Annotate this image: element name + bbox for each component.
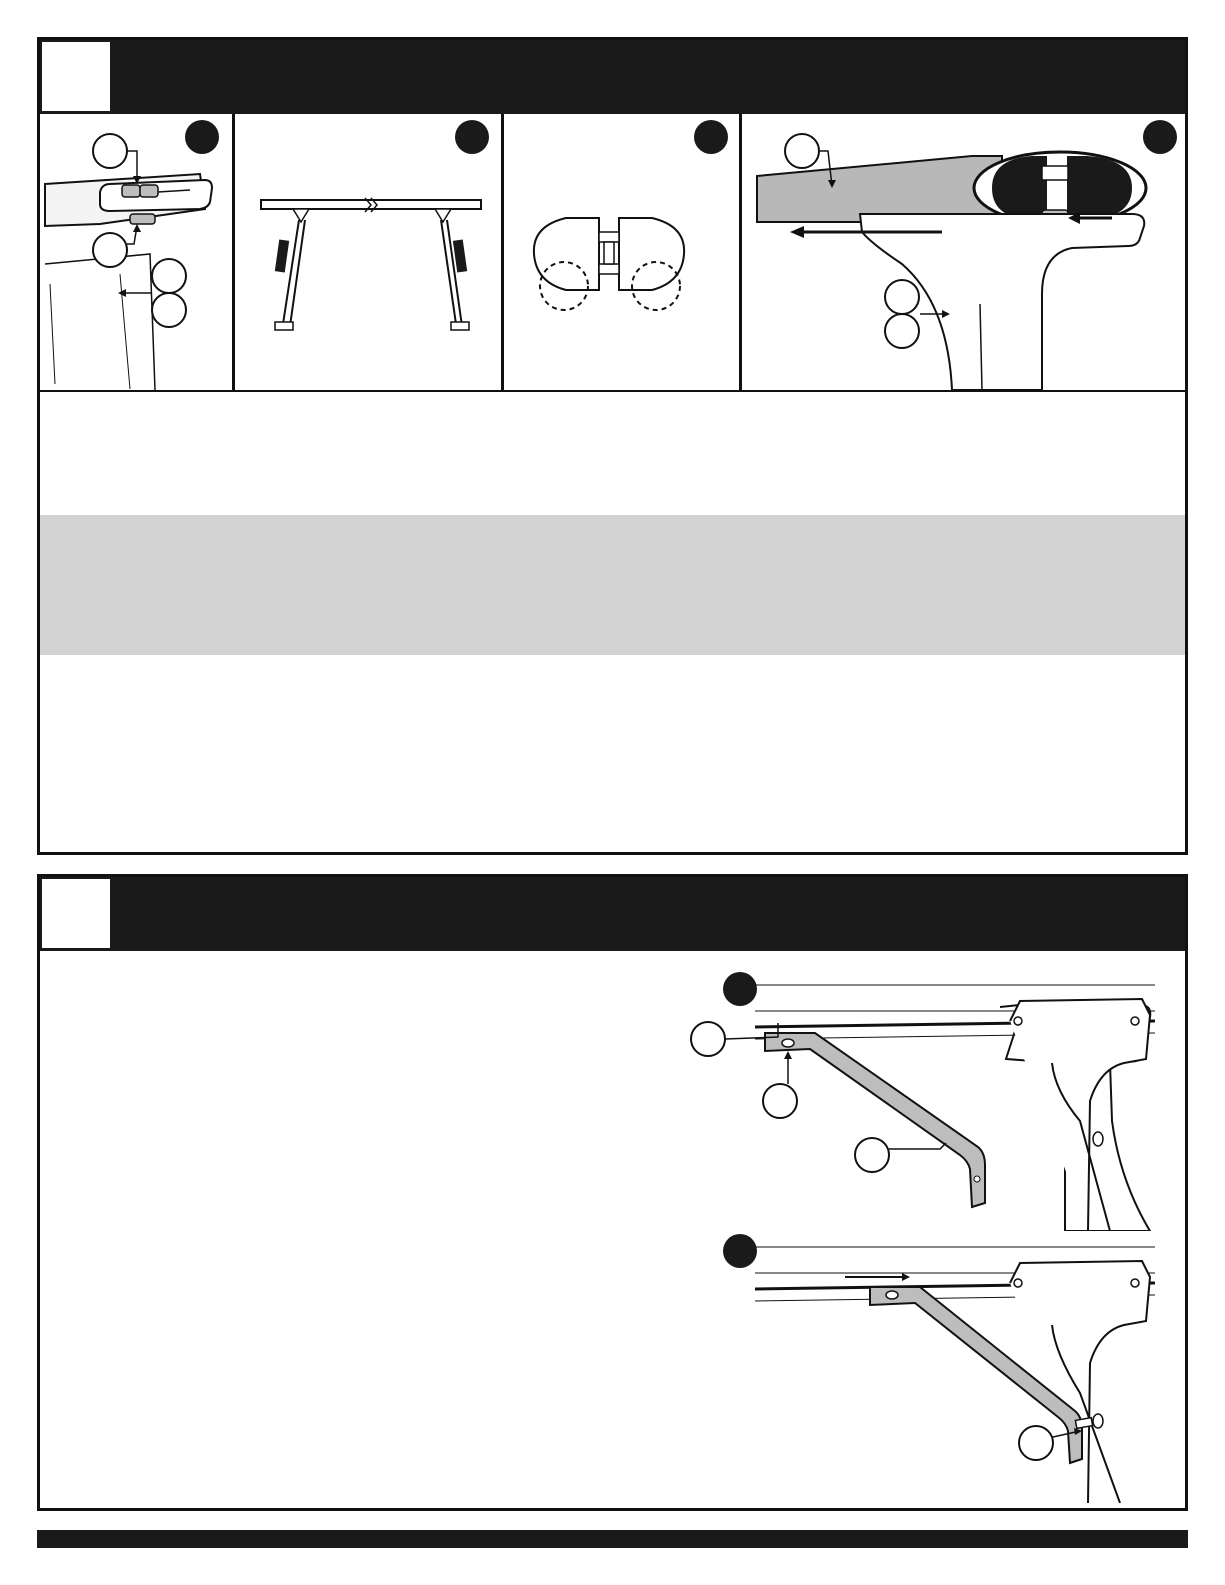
panel-row-bottom-rule (40, 390, 1185, 392)
step-1-header (40, 40, 1185, 114)
step-2-instructions (40, 967, 680, 1487)
step-1-panel-d (742, 114, 1185, 390)
step-1-panel-a (40, 114, 232, 390)
step-2-header (40, 877, 1185, 951)
crossbar-tower-illustration (742, 114, 1185, 390)
step-1-panel-b (235, 114, 501, 390)
step-1-number-box (42, 42, 110, 111)
step-2-number-box (42, 879, 110, 948)
step-1-note-text (40, 515, 1185, 539)
step-1-section (37, 37, 1188, 855)
step-2-section (37, 874, 1188, 1511)
footer-bar (37, 1530, 1188, 1548)
step-1-extra-text (40, 665, 1185, 845)
footer-text (37, 1532, 47, 1546)
clamp-closeup-illustration (40, 114, 232, 390)
step-1-instructions (40, 400, 1185, 500)
crossbar-profile-illustration (504, 114, 739, 390)
step-1-note-band (40, 515, 1185, 655)
step-2-figure-1 (680, 971, 1180, 1231)
step-2-figure-2 (680, 1233, 1180, 1503)
step-1-panel-c (504, 114, 739, 390)
crossbar-overview-illustration (235, 114, 501, 390)
